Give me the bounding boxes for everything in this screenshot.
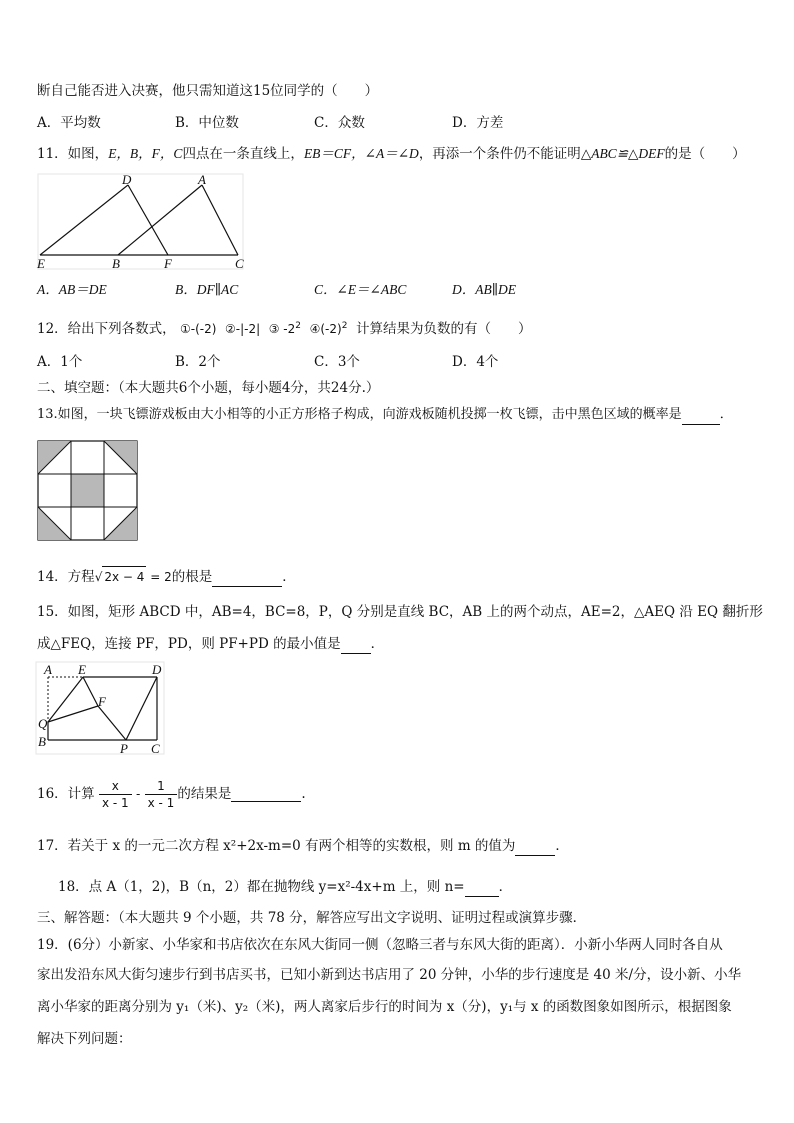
q15-label-c: C — [151, 741, 160, 756]
q10-option-a: A．平均数 — [37, 115, 101, 131]
q11-end: 的是（ ） — [664, 146, 746, 162]
q13-shade-center — [71, 474, 104, 507]
q11-congruence: △ABC≌△DEF — [580, 146, 665, 161]
q15-line-2 — [37, 634, 384, 654]
q16-numerator-1: x — [99, 778, 132, 795]
q17-end: ． — [555, 838, 569, 854]
q12-expr-3-exp: 2 — [295, 321, 302, 331]
q12-pre: 12．给出下列各数式， — [37, 321, 176, 337]
q15-label-d: D — [152, 662, 162, 677]
q19-line-4: 解决下列问题： — [37, 1031, 132, 1047]
q10-option-d: D．方差 — [452, 115, 504, 131]
q12-expr-4 — [310, 322, 348, 336]
q10-stem: 断自己能否进入决赛，他只需知道这15位同学的（ ） — [37, 83, 379, 99]
q11-post: ，再添一个条件仍不能证明 — [418, 146, 581, 162]
q15-label-a: A — [44, 662, 52, 677]
q12-stem — [37, 316, 532, 339]
q17-answer-blank[interactable] — [515, 841, 555, 856]
q16-end: . — [301, 786, 306, 802]
q18-end: ． — [498, 879, 513, 895]
q11-option-a: A．AB＝DE — [37, 282, 107, 297]
q15-line-1: 15．如图，矩形 ABCD 中，AB=4，BC=8，P，Q 分别是直线 BC，AB 上的两个动点，AE=2，△AEQ 沿 EQ 翻折形 — [37, 604, 763, 620]
q11-label-a: A — [198, 172, 206, 187]
q16-minus: - — [135, 787, 141, 801]
q11-option-c: C．∠E＝∠ABC — [314, 282, 407, 297]
q13-dart-board — [37, 440, 139, 542]
q12-expr-3 — [269, 322, 301, 336]
q11-mid: 四点在一条直线上， — [182, 146, 304, 162]
q11-segment-df — [128, 185, 168, 255]
q14-post: 的根是 — [171, 569, 213, 585]
q14-radicand: 2x − 4 — [102, 566, 146, 587]
q12-expr-3-base: ③ -2 — [268, 322, 296, 336]
q10-option-b: B．中位数 — [175, 115, 239, 131]
q10-option-c: C．众数 — [314, 115, 365, 131]
q15-segment-fp — [98, 706, 126, 740]
q11-segment-ac — [202, 185, 238, 255]
q16-post: 的结果是 — [177, 786, 232, 802]
q13-stem — [37, 405, 733, 425]
q11-label-f: F — [164, 256, 172, 271]
q16-fraction-2 — [145, 778, 178, 811]
q12-option-b: B．2个 — [175, 354, 221, 370]
q12-option-c: C．3个 — [314, 354, 360, 370]
q17-text: 17．若关于 x 的一元二次方程 x²+2x-m=0 有两个相等的实数根，则 m 的值为 — [37, 838, 516, 854]
q14-eq: = 2 — [146, 570, 172, 584]
q11-option-d: D．AB∥DE — [452, 282, 516, 297]
q16-denominator-1: x - 1 — [101, 796, 129, 810]
q15-label-q: Q — [38, 716, 48, 731]
q15-figure — [34, 660, 166, 756]
section-2-heading: 二、填空题：（本大题共6个小题，每小题4分，共24分.） — [37, 380, 380, 396]
q15-segment-ef — [83, 677, 98, 706]
q13-answer-blank[interactable] — [682, 410, 720, 425]
q18-text: 18．点 A（1，2)，B（n，2）都在抛物线 y=x²-4x+m 上，则 n= — [58, 879, 465, 895]
q16-fraction-1 — [99, 778, 132, 811]
q19-line-3: 离小华家的距离分别为 y₁（米)、y₂（米)，两人离家后步行的时间为 x（分)，y₁与 x 的函数图象如图所示，根据图象 — [37, 999, 732, 1015]
q16-stem — [37, 776, 306, 812]
q19-line-2: 家出发沿东风大街匀速步行到书店买书，已知小新到达书店用了 20 分钟，小华的步行速度是 40 米/分，设小新、小华 — [37, 967, 742, 983]
q15-end: ． — [370, 636, 385, 652]
q12-expr-4-exp: 2 — [341, 321, 348, 331]
q15-label-f: F — [98, 694, 106, 709]
q11-label-c: C — [235, 256, 244, 271]
section-3-heading: 三、解答题：（本大题共 9 个小题，共 78 分，解答应写出文字说明、证明过程或演算步骤． — [37, 910, 587, 926]
q15-label-e: E — [78, 662, 86, 677]
q15-line-2-text: 成△FEQ，连接 PF，PD，则 PF+PD 的最小值是 — [37, 636, 341, 652]
q16-pre: 16．计算 — [37, 786, 95, 802]
q12-post: 计算结果为负数的有（ ） — [356, 321, 532, 337]
q11-option-b: B．DF∥AC — [175, 282, 239, 297]
q15-segment-qf — [48, 706, 98, 722]
q13-end: ． — [719, 407, 733, 422]
q11-segment-ba — [118, 185, 202, 255]
q17-stem — [37, 836, 569, 856]
q11-label-d: D — [122, 172, 132, 187]
q11-points: E，B，F，C — [108, 146, 183, 161]
q11-label-e: E — [37, 256, 45, 271]
q11-pre: 11．如图， — [37, 146, 109, 162]
q14-stem — [37, 566, 296, 587]
q15-answer-blank[interactable] — [341, 639, 371, 654]
q18-answer-blank[interactable] — [465, 882, 499, 897]
q11-figure — [30, 168, 250, 274]
q11-segment-ed — [40, 185, 128, 255]
q12-option-a: A．1个 — [37, 354, 83, 370]
q14-pre: 14．方程 — [37, 569, 95, 585]
q18-stem — [58, 877, 512, 897]
q14-end: ． — [282, 569, 296, 585]
q19-line-1: 19．(6分）小新家、小华家和书店依次在东风大街同一侧（忽略三者与东风大街的距离）．小新小华两人同时各自从 — [37, 937, 723, 953]
q12-expr-1: ①-(-2) — [179, 322, 217, 336]
q12-expr-4-base: ④(-2) — [309, 322, 342, 336]
q12-expr-2: ②-|-2| — [225, 322, 261, 336]
q11-conditions: EB＝CF，∠A＝∠D — [303, 146, 419, 161]
q15-segment-qe — [48, 677, 83, 722]
q15-segment-pd — [126, 677, 157, 740]
q14-equation: √ 2x − 4 = 2 — [95, 570, 172, 584]
q13-text: 13.如图，一块飞镖游戏板由大小相等的小正方形格子构成，向游戏板随机投掷一枚飞镖，击中黑色区域的概率是 — [37, 407, 682, 422]
q15-label-b: B — [38, 734, 46, 749]
q11-stem — [37, 144, 746, 164]
q16-answer-blank[interactable] — [231, 787, 301, 802]
q16-numerator-2: 1 — [145, 778, 178, 795]
q11-label-b: B — [112, 256, 120, 271]
q12-option-d: D．4个 — [452, 354, 499, 370]
q14-answer-blank[interactable] — [212, 572, 282, 587]
q15-label-p: P — [120, 741, 128, 756]
q16-denominator-2: x - 1 — [147, 796, 175, 810]
